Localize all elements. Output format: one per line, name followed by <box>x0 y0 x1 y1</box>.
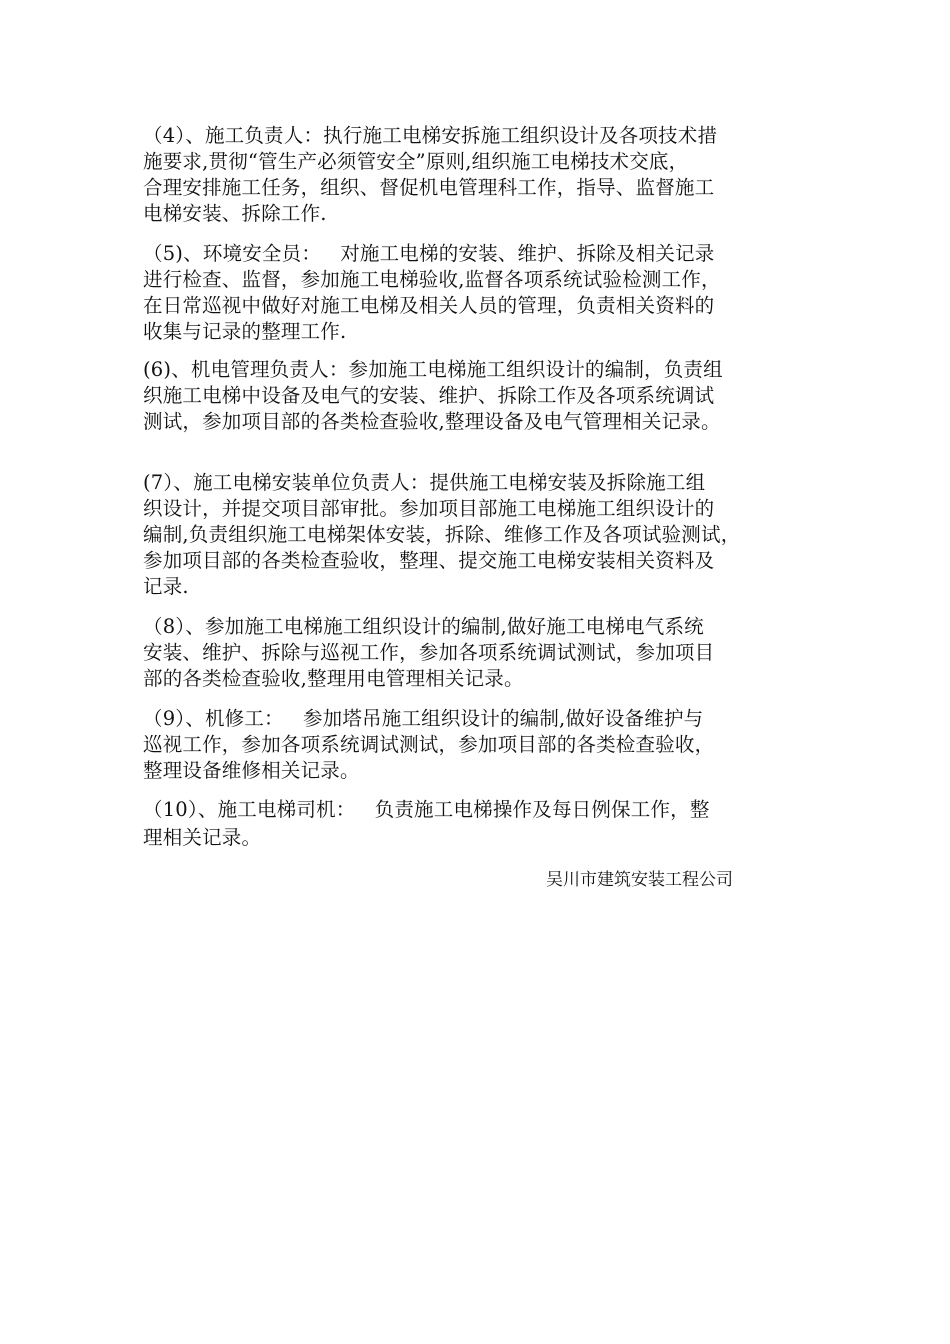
text-line: 施要求,贯彻“管生产必须管安全”原则,组织施工电梯技术交底， <box>143 150 689 173</box>
text-line: 整理设备维修相关记录。 <box>143 759 360 782</box>
text-line: 编制,负责组织施工电梯架体安装，拆除、维修工作及各项试验测试， <box>143 523 741 546</box>
text-line: 巡视工作，参加各项系统调试测试，参加项目部的各类检查验收， <box>143 733 715 756</box>
text-line: 合理安排施工任务，组织、督促机电管理科工作，指导、监督施工 <box>143 176 715 199</box>
text-line: （8）、参加施工电梯施工组织设计的编制,做好施工电梯电气系统 <box>143 615 704 638</box>
text-line: (6)、机电管理负责人：参加施工电梯施工组织设计的编制，负责组 <box>143 358 723 381</box>
text-line: 在日常巡视中做好对施工电梯及相关人员的管理，负责相关资料的 <box>143 294 715 317</box>
text-line: 测试，参加项目部的各类检查验收,整理设备及电气管理相关记录。 <box>143 410 721 433</box>
text-line: 进行检查、监督，参加施工电梯验收,监督各项系统试验检测工作， <box>143 268 721 291</box>
text-line: （9）、机修工： 参加塔吊施工组织设计的编制,做好设备维护与 <box>143 707 704 730</box>
text-line: 记录. <box>143 575 189 598</box>
text-line: 织施工电梯中设备及电气的安装、维护、拆除工作及各项系统调试 <box>143 384 715 407</box>
text-line: (7）、施工电梯安装单位负责人：提供施工电梯安装及拆除施工组 <box>143 471 706 494</box>
text-line: 参加项目部的各类检查验收，整理、提交施工电梯安装相关资料及 <box>143 549 715 572</box>
text-line: 电梯安装、拆除工作. <box>143 202 327 225</box>
company-name: 吴川市建筑安装工程公司 <box>546 870 733 890</box>
text-line: （10）、施工电梯司机： 负责施工电梯操作及每日例保工作，整 <box>143 798 710 821</box>
text-line: 部的各类检查验收,整理用电管理相关记录。 <box>143 667 524 690</box>
text-line: 织设计，并提交项目部审批。参加项目部施工电梯施工组织设计的 <box>143 497 715 520</box>
text-line: 安装、维护、拆除与巡视工作，参加各项系统调试测试，参加项目 <box>143 641 715 664</box>
text-line: （4）、施工负责人：执行施工电梯安拆施工组织设计及各项技术措 <box>143 124 718 147</box>
text-line: （5)、环境安全员： 对施工电梯的安装、维护、拆除及相关记录 <box>143 242 715 265</box>
text-line: 收集与记录的整理工作. <box>143 320 347 343</box>
text-line: 理相关记录。 <box>143 826 262 849</box>
